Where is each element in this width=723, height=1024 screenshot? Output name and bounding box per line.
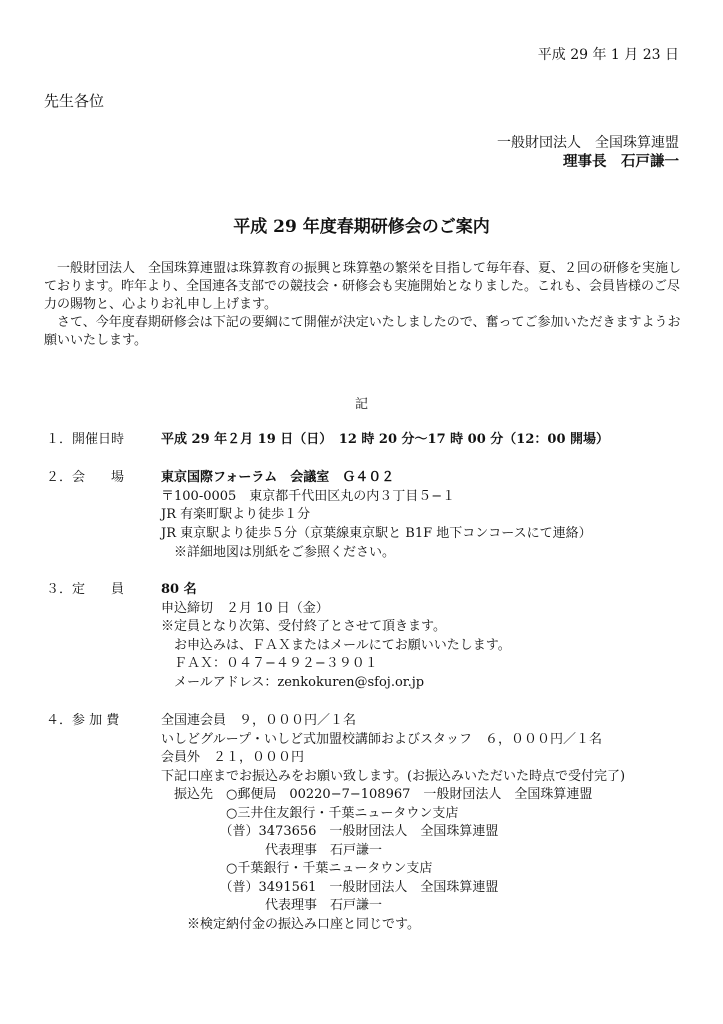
bank2-account: （普）3491561 一般財団法人 全国珠算連盟	[161, 880, 499, 895]
venue-name: 東京国際フォーラム 会議室 Ｇ４０２	[161, 470, 395, 485]
email-address: メールアドレス：zenkokuren@sfoj.or.jp	[161, 675, 425, 690]
fee-member: 全国連会員 ９，０００円／１名	[161, 713, 357, 728]
venue-access-yurakucho: JR 有楽町駅より徒歩１分	[161, 507, 311, 522]
intro-paragraph: さて、今年度春期研修会は下記の要綱にて開催が決定いたしましたので、奮ってご参加いただきますようお願いいたします。	[44, 315, 681, 348]
bank1-representative: 代表理事 石戸謙一	[161, 843, 383, 858]
section-label-venue: ２．会 場	[46, 470, 125, 485]
capacity-value: 80 名	[161, 582, 197, 597]
sender-president: 理事長 石戸謙一	[563, 153, 679, 170]
section-label-datetime: １．開催日時	[46, 432, 125, 447]
document-date: 平成 29 年 1 月 23 日	[537, 47, 679, 63]
section-label-capacity: ３．定 員	[46, 582, 125, 597]
fee-nonmember: 会員外 ２１，０００円	[161, 750, 305, 765]
section-label-fee: ４．参 加 費	[46, 713, 120, 728]
bank1-account: （普）3473656 一般財団法人 全国珠算連盟	[161, 824, 499, 839]
bank2-name: ○千葉銀行・千葉ニュータウン支店	[161, 861, 433, 876]
event-datetime: 平成 29 年２月 19 日（日） 12 時 20 分～17 時 00 分（12：00 開場）	[161, 432, 610, 447]
postal-account: 振込先 ○郵便局 00220−7−108967 一般財団法人 全国珠算連盟	[161, 787, 593, 802]
venue-map-note: ※詳細地図は別紙をご参照ください。	[161, 545, 396, 560]
document-title: 平成 29 年度春期研修会のご案内	[233, 217, 490, 237]
intro-text	[44, 260, 684, 350]
capacity-full-note: ※定員となり次第、受付終了とさせて頂きます。	[161, 619, 446, 634]
venue-access-tokyo: JR 東京駅より徒歩５分（京葉線東京駅と B1F 地下コンコースにて連絡）	[161, 526, 592, 541]
venue-address: 〒100-0005 東京都千代田区丸の内３丁目５−１	[161, 489, 456, 504]
application-method-note: お申込みは、ＦＡＸまたはメールにてお願いいたします。	[161, 638, 511, 653]
addressee: 先生各位	[44, 92, 105, 110]
sender-organization: 一般財団法人 全国珠算連盟	[497, 135, 679, 151]
same-account-note: ※検定納付金の振込み口座と同じです。	[161, 917, 420, 932]
fee-ishigo-group: いしどグループ・いしど式加盟校講師およびスタッフ ６，０００円／１名	[161, 732, 602, 747]
ki-heading: 記	[354, 397, 368, 412]
fax-number: ＦＡＸ：０４７−４９２−３９０１	[161, 656, 378, 671]
intro-paragraph: 一般財団法人 全国珠算連盟は珠算教育の振興と珠算塾の繁栄を目指して毎年春、夏、２回の研修を実施しております。昨年より、全国連各支部での競技会・研修会も実施開始となりました。これも、会員皆様のご尽力の賜物と、心よりお礼申し上げます。	[44, 261, 682, 312]
transfer-instruction: 下記口座までお振込みをお願い致します。(お振込みいただいた時点で受付完了)	[161, 769, 626, 784]
bank1-name: ○三井住友銀行・千葉ニュータウン支店	[161, 806, 459, 821]
bank2-representative: 代表理事 石戸謙一	[161, 898, 383, 913]
application-deadline: 申込締切 ２月 10 日（金）	[161, 601, 329, 616]
